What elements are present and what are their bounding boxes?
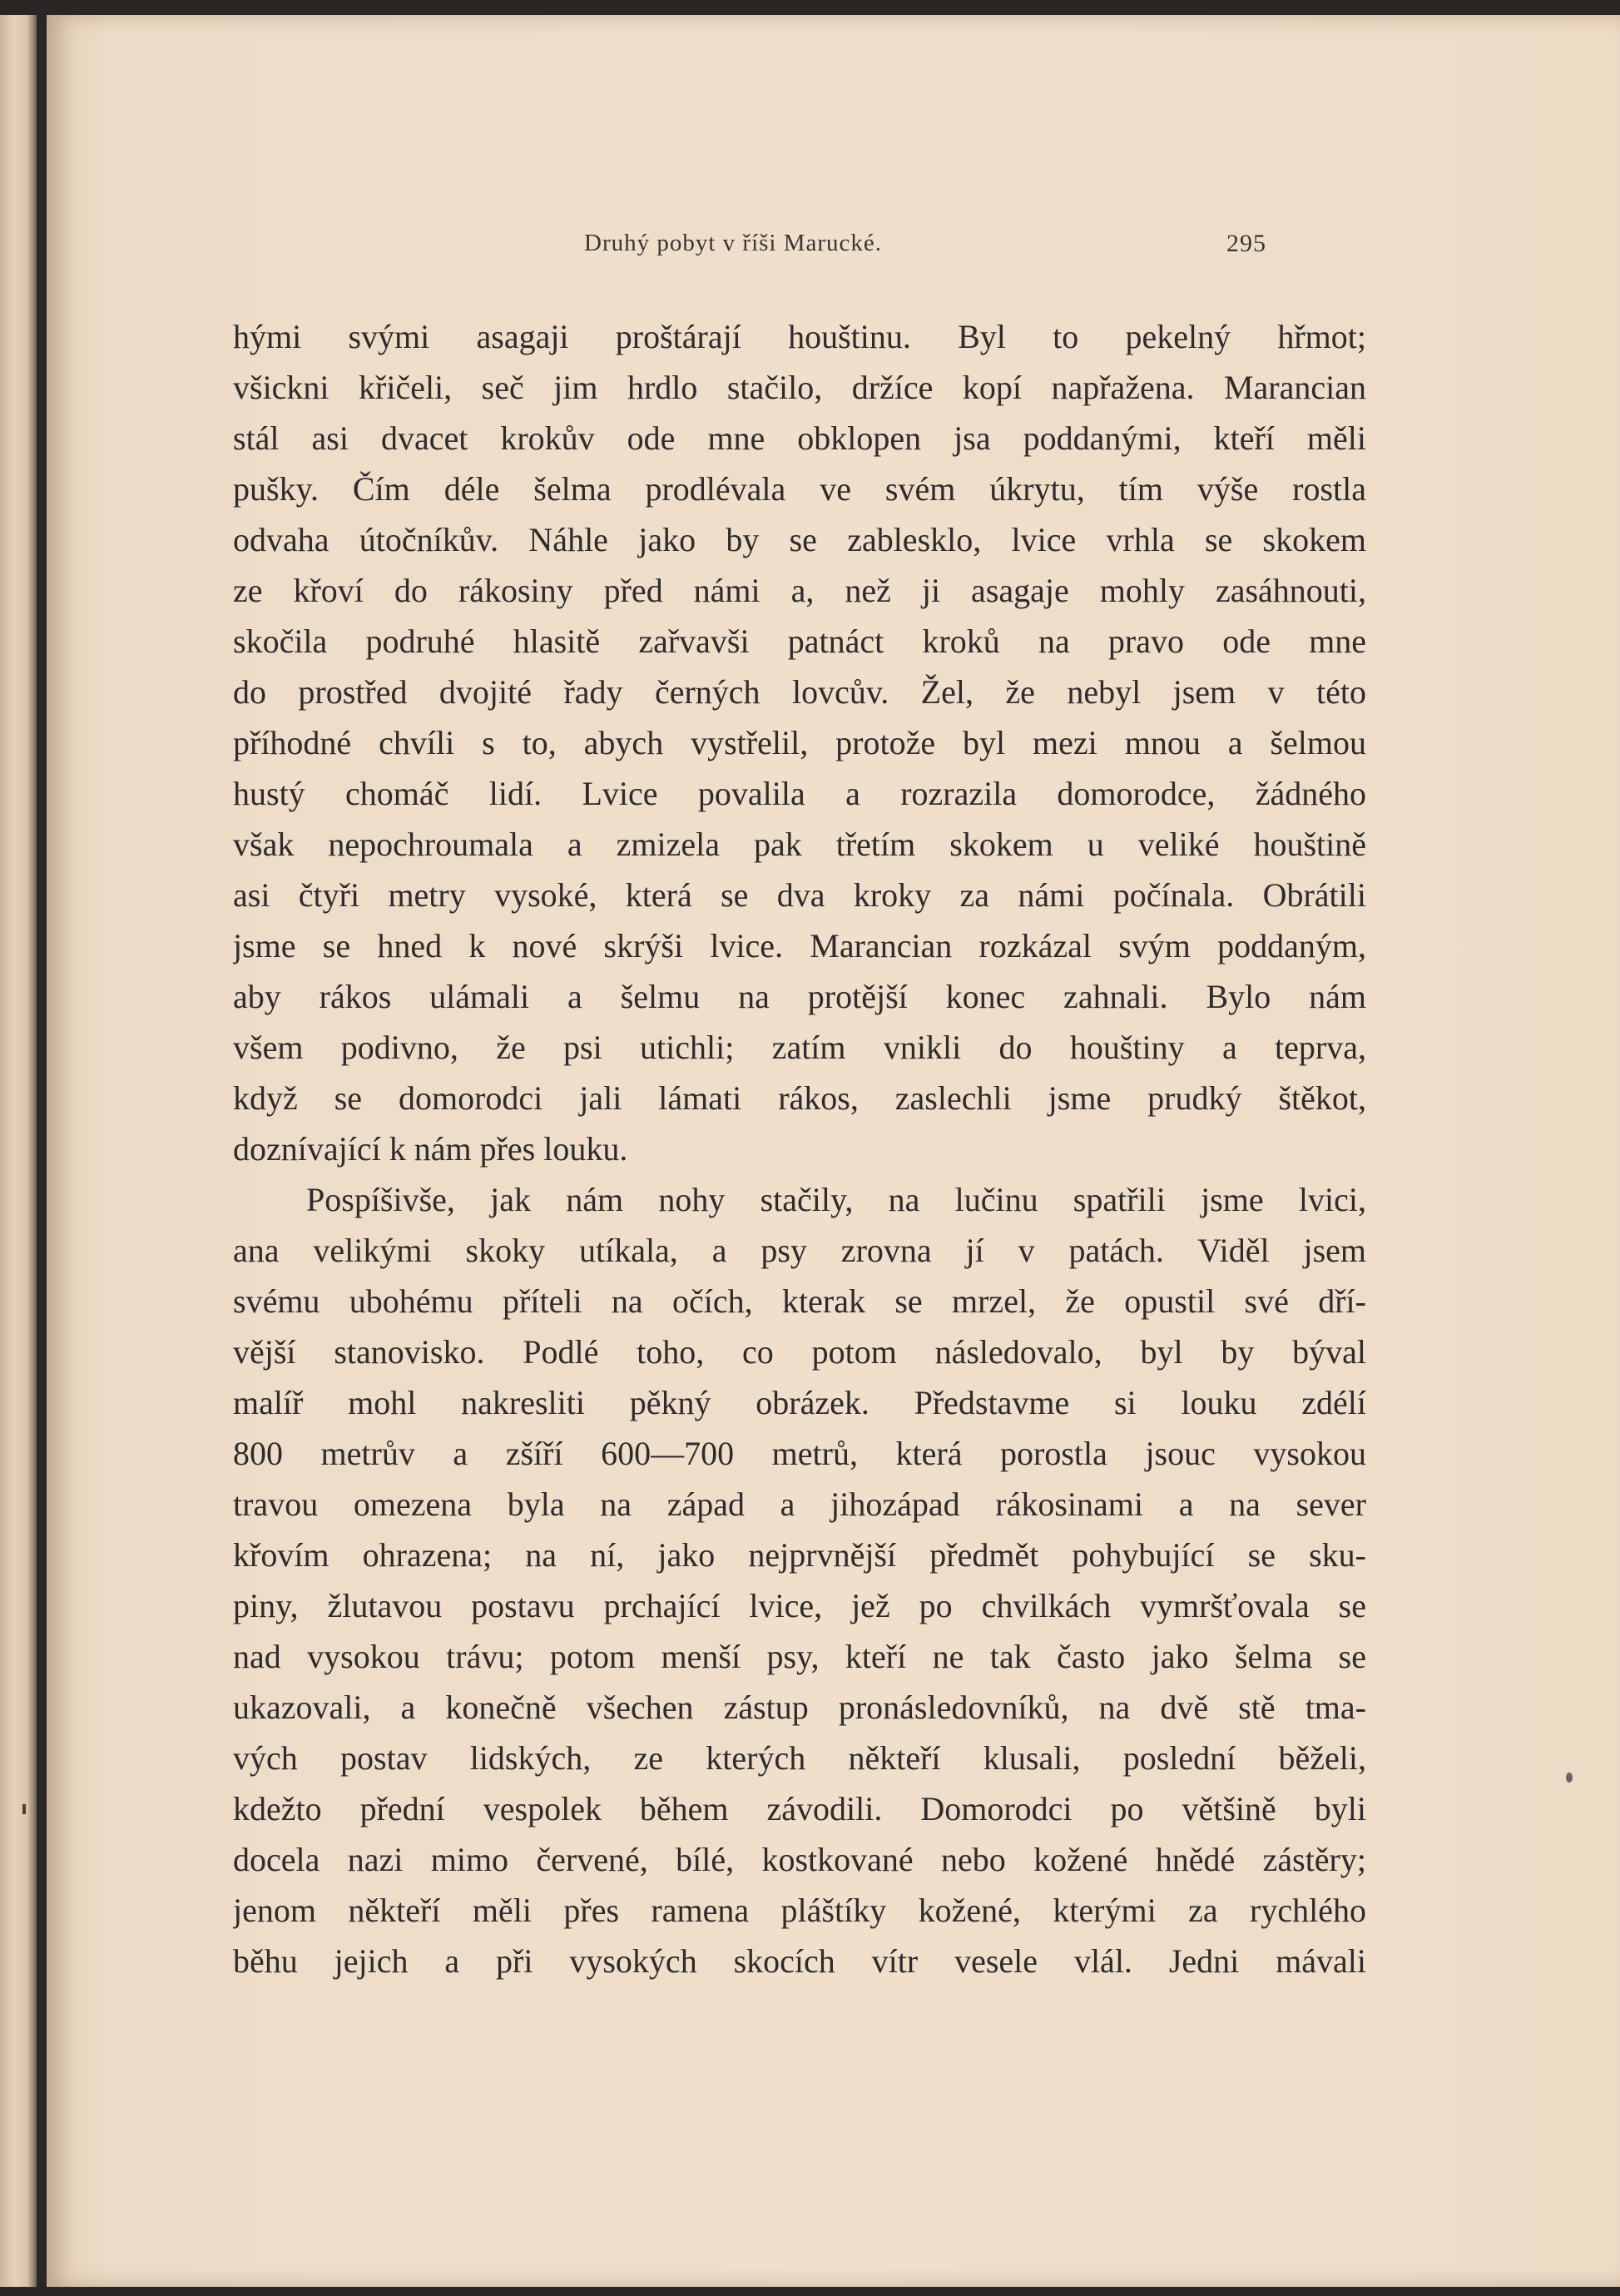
page-number: 295 [1226, 230, 1266, 257]
binding-gutter [0, 15, 37, 2287]
text-line: docela nazi mimo červené, bílé, kostkované nebo kožené hnědé zástěry; [233, 1841, 1366, 1878]
text-line: příhodné chvíli s to, abych vystřelil, protože byl mezi mnou a šelmou [233, 724, 1366, 761]
text-line: křovím ohrazena; na ní, jako nejprvnější předmět pohybující se sku- [233, 1536, 1366, 1574]
text-line: hustý chomáč lidí. Lvice povalila a rozrazila domorodce, žádného [233, 775, 1366, 812]
text-line: hými svými asagaji proštárají houštinu. Byl to pekelný hřmot; [233, 318, 1366, 355]
text-line: doznívající k nám přes louku. [233, 1130, 628, 1168]
text-line: vých postav lidských, ze kterých někteří klusali, poslední běželi, [233, 1739, 1366, 1777]
text-line: ze křoví do rákosiny před námi a, než ji asagaje mohly zasáhnouti, [233, 572, 1366, 609]
text-line: však nepochroumala a zmizela pak třetím skokem u veliké houštině [233, 826, 1366, 863]
text-line: aby rákos ulámali a šelmu na protější konec zahnali. Bylo nám [233, 978, 1366, 1015]
body-text [233, 311, 1366, 1986]
paragraph-1 [233, 311, 1366, 1174]
text-line: kdežto přední vespolek během závodili. Domorodci po většině byli [233, 1790, 1366, 1827]
gutter-mark [22, 1804, 26, 1814]
text-line: jsme se hned k nové skrýši lvice. Marancian rozkázal svým poddaným, [233, 927, 1366, 965]
text-line: piny, žlutavou postavu prchající lvice, jež po chvilkách vymršťovala se [233, 1587, 1366, 1624]
text-line: odvaha útočníkův. Náhle jako by se zablesklo, lvice vrhla se skokem [233, 521, 1366, 558]
text-line: skočila podruhé hlasitě zařvavši patnáct kroků na pravo ode mne [233, 622, 1366, 660]
text-line: všickni křičeli, seč jim hrdlo stačilo, držíce kopí napřažena. Marancian [233, 369, 1366, 406]
book-page [47, 15, 1620, 2287]
page-header [47, 230, 1620, 263]
text-line: stál asi dvacet krokův ode mne obklopen jsa poddanými, kteří měli [233, 419, 1366, 457]
paragraph-2 [233, 1174, 1366, 1986]
text-line: ana velikými skoky utíkala, a psy zrovna jí v patách. Viděl jsem [233, 1232, 1366, 1269]
text-line: pušky. Čím déle šelma prodlévala ve svém úkrytu, tím výše rostla [233, 470, 1366, 508]
text-line: ukazovali, a konečně všechen zástup pronásledovníků, na dvě stě tma- [233, 1689, 1366, 1726]
text-line: Pospíšivše, jak nám nohy stačily, na lučinu spatřili jsme lvici, [306, 1181, 1366, 1218]
text-line: malíř mohl nakresliti pěkný obrázek. Představme si louku zdélí [233, 1384, 1366, 1421]
text-line: když se domorodci jali lámati rákos, zaslechli jsme prudký štěkot, [233, 1079, 1366, 1117]
text-line: 800 metrův a zšíří 600—700 metrů, která porostla jsouc vysokou [233, 1435, 1366, 1472]
text-line: asi čtyři metry vysoké, která se dva kroky za námi počínala. Obrátili [233, 876, 1366, 914]
text-line: vější stanovisko. Podlé toho, co potom následovalo, byl by býval [233, 1333, 1366, 1371]
text-line: nad vysokou trávu; potom menší psy, kteří ne tak často jako šelma se [233, 1638, 1366, 1675]
text-line: všem podivno, že psi utichli; zatím vnikli do houštiny a teprva, [233, 1029, 1366, 1066]
text-line: svému ubohému příteli na očích, kterak se mrzel, že opustil své dří- [233, 1282, 1366, 1320]
running-head: Druhý pobyt v říši Marucké. [584, 230, 883, 256]
text-line: běhu jejich a při vysokých skocích vítr vesele vlál. Jedni mávali [233, 1942, 1366, 1980]
text-line: jenom někteří měli přes ramena pláštíky kožené, kterými za rychlého [233, 1892, 1366, 1929]
text-line: do prostřed dvojité řady černých lovcův. Žel, že nebyl jsem v této [233, 673, 1366, 711]
ink-speck [1566, 1773, 1573, 1783]
text-line: travou omezena byla na západ a jihozápad rákosinami a na sever [233, 1485, 1366, 1523]
